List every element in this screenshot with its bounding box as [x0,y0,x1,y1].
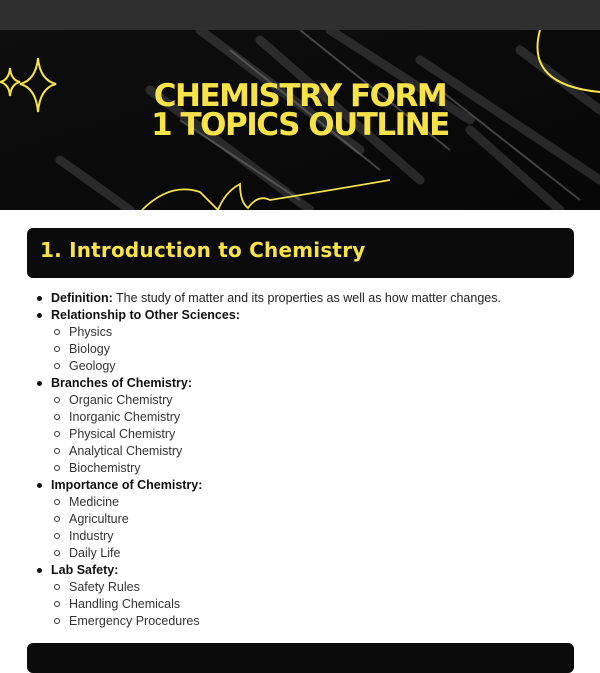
lab-safety-sublist [51,579,501,630]
section-header [27,228,574,278]
next-section-header [27,643,574,673]
outline-item-importance [33,477,501,562]
importance-label: Importance of Chemistry: [51,478,203,492]
list-item: Geology [51,358,501,375]
list-item: Daily Life [51,545,501,562]
relationship-sublist [51,324,501,375]
outline-item-branches [33,375,501,477]
definition-text: The study of matter and its properties as well as how matter changes. [112,291,501,305]
list-item: Biology [51,341,501,358]
relationship-label: Relationship to Other Sciences: [51,308,240,322]
list-item: Handling Chemicals [51,596,501,613]
list-item: Emergency Procedures [51,613,501,630]
branches-sublist [51,392,501,477]
outline-item-relationship [33,307,501,375]
list-item: Analytical Chemistry [51,443,501,460]
top-bar [0,0,600,30]
list-item: Biochemistry [51,460,501,477]
definition-label: Definition: [51,291,113,305]
outline-item-lab-safety [33,562,501,630]
banner-title-line-1: CHEMISTRY FORM [153,78,447,114]
banner-title [0,78,600,143]
list-item: Safety Rules [51,579,501,596]
topic-outline [33,290,501,630]
squiggle-decoration-icon [140,172,400,210]
list-item: Industry [51,528,501,545]
section-heading: 1. Introduction to Chemistry [40,238,366,262]
lab-safety-label: Lab Safety: [51,563,119,577]
list-item: Physical Chemistry [51,426,501,443]
importance-sublist [51,494,501,562]
list-item: Organic Chemistry [51,392,501,409]
branches-label: Branches of Chemistry: [51,376,193,390]
banner-title-line-2: 1 TOPICS OUTLINE [151,107,449,143]
outline-item-definition [33,290,501,307]
hero-banner [0,30,600,210]
list-item: Physics [51,324,501,341]
list-item: Inorganic Chemistry [51,409,501,426]
list-item: Medicine [51,494,501,511]
list-item: Agriculture [51,511,501,528]
